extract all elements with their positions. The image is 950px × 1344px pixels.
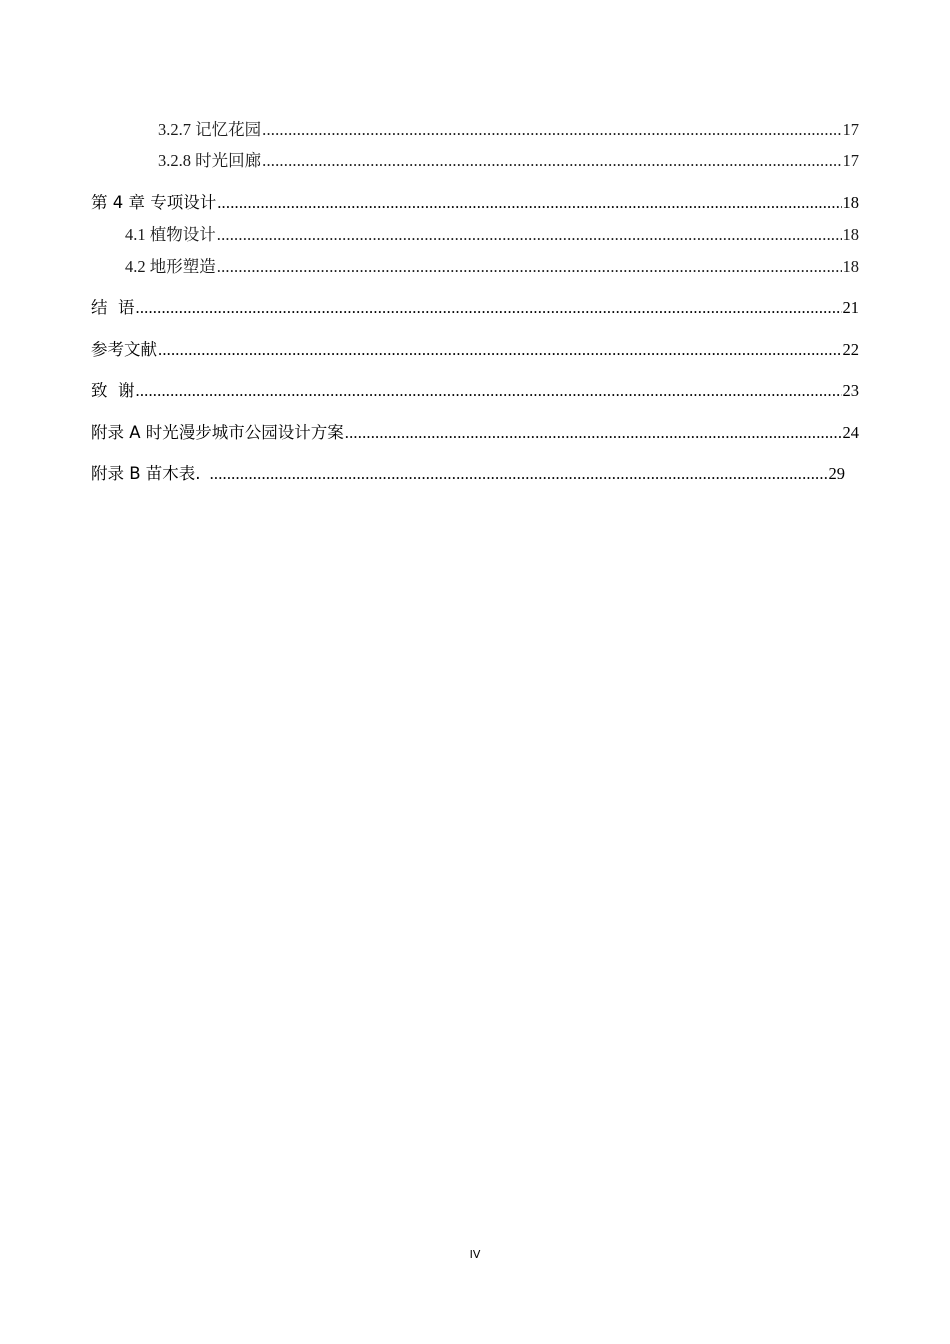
toc-dot-leader bbox=[217, 224, 842, 246]
toc-entry-page: 23 bbox=[842, 381, 859, 400]
toc-entry-page: 22 bbox=[842, 340, 859, 359]
toc-entry-conclusion[interactable] bbox=[91, 297, 859, 319]
toc-entry-4-1[interactable] bbox=[125, 224, 859, 246]
toc-entry-page: 24 bbox=[842, 423, 859, 442]
toc-entry-title: 附录 A 时光漫步城市公园设计方案 bbox=[91, 423, 344, 442]
toc-dot-leader bbox=[217, 192, 841, 214]
toc-dot-leader bbox=[136, 380, 842, 402]
toc-dot-leader bbox=[217, 256, 842, 278]
toc-entry-chapter-4[interactable] bbox=[91, 192, 859, 214]
toc-entry-page: 21 bbox=[842, 298, 859, 317]
toc-dot-leader bbox=[262, 119, 841, 141]
toc-entry-page: 18 bbox=[842, 225, 859, 244]
toc-dot-leader bbox=[210, 463, 828, 485]
toc-entry-appendix-a[interactable] bbox=[91, 422, 859, 444]
toc-entry-title: 3.2.7 记忆花园 bbox=[158, 120, 262, 139]
page-number-footer: IV bbox=[469, 1248, 481, 1261]
toc-entry-title: 第 4 章 专项设计 bbox=[91, 193, 217, 212]
toc-dot-leader bbox=[262, 150, 841, 172]
toc-entry-page: 17 bbox=[842, 120, 859, 139]
toc-entry-title: 4.2 地形塑造 bbox=[125, 257, 216, 276]
toc-entry-title: 参考文献 bbox=[91, 340, 157, 359]
toc-entry-references[interactable] bbox=[91, 339, 859, 361]
toc-entry-acknowledgements[interactable] bbox=[91, 380, 859, 402]
toc-entry-title: 附录 B 苗木表. bbox=[91, 464, 201, 483]
toc-dot-leader bbox=[158, 339, 842, 361]
toc-entry-page: 18 bbox=[842, 193, 859, 212]
toc-entry-page: 18 bbox=[842, 257, 859, 276]
toc-dot-leader bbox=[345, 422, 842, 444]
toc-entry-title: 结 语 bbox=[91, 298, 135, 317]
toc-entry-title: 致 谢 bbox=[91, 381, 135, 400]
toc-entry-title: 3.2.8 时光回廊 bbox=[158, 151, 262, 170]
toc-entry-appendix-b[interactable] bbox=[91, 463, 845, 485]
toc-entry-page: 29 bbox=[828, 464, 845, 483]
toc-dot-leader bbox=[136, 297, 842, 319]
toc-entry-title: 4.1 植物设计 bbox=[125, 225, 216, 244]
toc-entry-4-2[interactable] bbox=[125, 256, 859, 278]
toc-entry-3-2-8[interactable] bbox=[158, 150, 859, 172]
toc-entry-3-2-7[interactable] bbox=[158, 119, 859, 141]
toc-entry-page: 17 bbox=[842, 151, 859, 170]
